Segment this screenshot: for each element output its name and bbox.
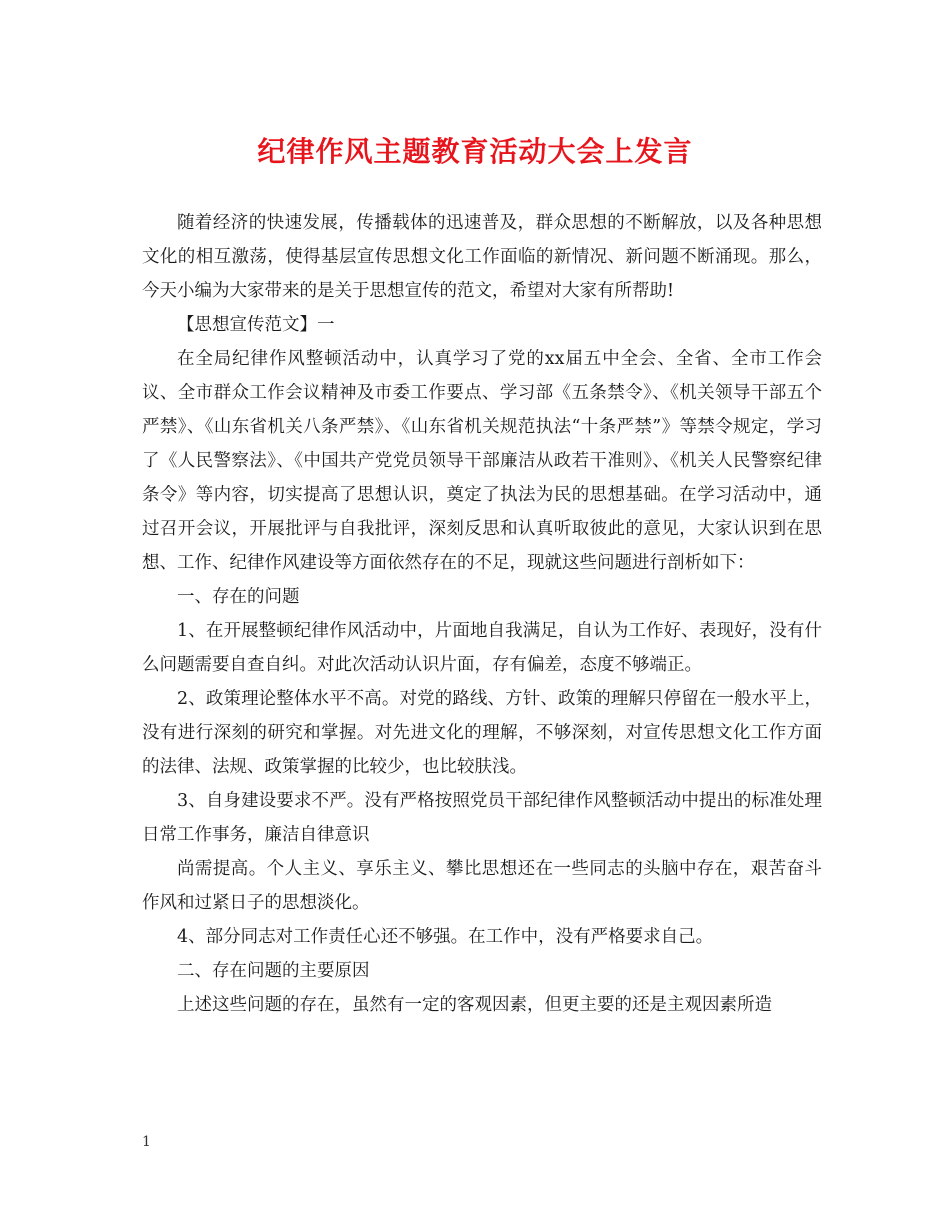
heading-causes: 二、存在问题的主要原因 (177, 961, 370, 981)
paragraph-causes: 上述这些问题的存在，虽然有一定的客观因素，但更主要的还是主观因素所造 (177, 995, 772, 1015)
document-title: 纪律作风主题教育活动大会上发言 (257, 135, 693, 168)
paragraph-study: 在全局纪律作风整顿活动中，认真学习了党的xx届五中全会、全省、全市工作会议、全市群众工作会议精神及市委工作要点、学习部《五条禁令》、《机关领导干部五个严禁》、《山东省机关八条严禁》、《山东省机关规范执法“十条严禁”》等禁令规定，学习了《人民警察法》、《中国共产党党员领导干部廉洁从政若干准则》、《机关人民警察纪律条令》等内容，切实提高了思想认识，奠定了执法为民的思想基础。在学习活动中，通过召开会议，开展批评与自我批评，深刻反思和认真听取彼此的意见，大家认识到在思想、工作、纪律作风建设等方面依然存在的不足，现就这些问题进行剖析如下： (142, 349, 822, 573)
paragraph-problem-3-cont: 尚需提高。个人主义、享乐主义、攀比思想还在一些同志的头脑中存在，艰苦奋斗作风和过紧日子的思想淡化。 (142, 859, 822, 913)
document-body (142, 206, 822, 1022)
paragraph-problem-1: 1、在开展整顿纪律作风活动中，片面地自我满足，自认为工作好、表现好，没有什么问题需要自查自纠。对此次活动认识片面，存有偏差，态度不够端正。 (142, 621, 822, 675)
paragraph-section-label: 【思想宣传范文】一 (177, 315, 335, 335)
page-number: 1 (142, 1134, 151, 1150)
heading-problems: 一、存在的问题 (177, 587, 300, 607)
paragraph-problem-2: 2、政策理论整体水平不高。对党的路线、方针、政策的理解只停留在一般水平上，没有进行深刻的研究和掌握。对先进文化的理解，不够深刻，对宣传思想文化工作方面的法律、法规、政策掌握的比较少，也比较肤浅。 (142, 689, 822, 777)
paragraph-problem-3: 3、自身建设要求不严。没有严格按照党员干部纪律作风整顿活动中提出的标准处理日常工作事务，廉洁自律意识 (142, 791, 822, 845)
paragraph-intro: 随着经济的快速发展，传播载体的迅速普及，群众思想的不断解放，以及各种思想文化的相互激荡，使得基层宣传思想文化工作面临的新情况、新问题不断涌现。那么，今天小编为大家带来的是关于思想宣传的范文，希望对大家有所帮助! (142, 213, 822, 301)
paragraph-problem-4: 4、部分同志对工作责任心还不够强。在工作中，没有严格要求自己。 (177, 927, 714, 947)
